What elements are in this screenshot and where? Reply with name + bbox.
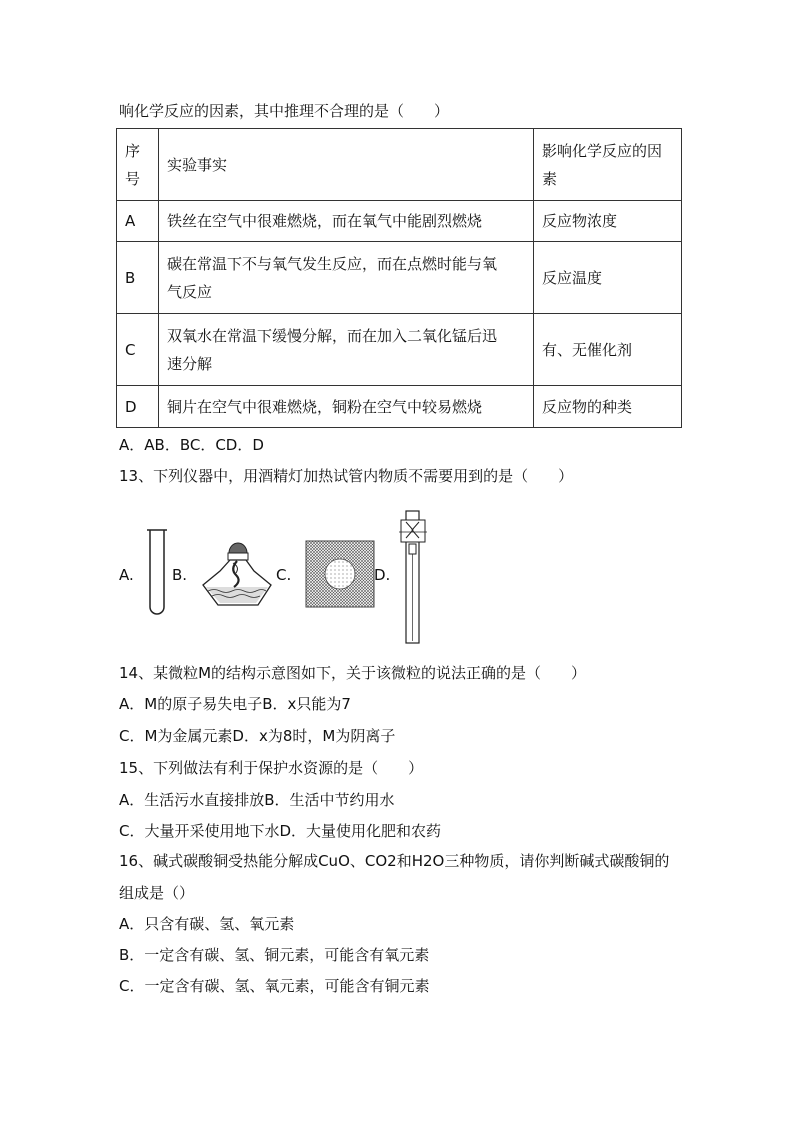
table-row <box>117 386 682 428</box>
table-row <box>117 242 682 314</box>
q15-stem: 15、下列做法有利于保护水资源的是（ ） <box>119 759 424 777</box>
row-id: D <box>117 386 159 428</box>
question-intro: 响化学反应的因素，其中推理不合理的是（ ） <box>119 102 450 120</box>
test-tube-icon <box>145 527 169 622</box>
row-factor: 反应温度 <box>534 242 682 314</box>
table-header-row <box>117 129 682 201</box>
row-fact: 铜片在空气中很难燃烧，铜粉在空气中较易燃烧 <box>159 386 534 428</box>
row-id: A <box>117 201 159 242</box>
q16-option-a: A．只含有碳、氢、氧元素 <box>119 915 295 933</box>
row-factor: 有、无催化剂 <box>534 314 682 386</box>
row-id: C <box>117 314 159 386</box>
q16-option-c: C．一定含有碳、氢、氧元素，可能含有铜元素 <box>119 977 430 995</box>
q14-stem: 14、某微粒M的结构示意图如下，关于该微粒的说法正确的是（ ） <box>119 664 587 682</box>
row-fact: 碳在常温下不与氧气发生反应，而在点燃时能与氧 气反应 <box>159 242 534 314</box>
q12-options: A．AB．BC．CD．D <box>119 436 264 454</box>
q16-option-b: B．一定含有碳、氢、铜元素，可能含有氧元素 <box>119 946 430 964</box>
q15-option-cd: C．大量开采使用地下水D．大量使用化肥和农药 <box>119 822 442 840</box>
row-fact: 铁丝在空气中很难燃烧，而在氧气中能剧烈燃烧 <box>159 201 534 242</box>
header-cell-number: 序 号 <box>117 129 159 201</box>
row-factor: 反应物的种类 <box>534 386 682 428</box>
alcohol-lamp-icon <box>200 533 272 609</box>
row-fact: 双氧水在常温下缓慢分解，而在加入二氧化锰后迅 速分解 <box>159 314 534 386</box>
header-cell-fact: 实验事实 <box>159 129 534 201</box>
q13-label-d: D. <box>374 566 391 584</box>
q14-option-ab: A．M的原子易失电子B．x只能为7 <box>119 695 351 713</box>
q15-option-ab: A．生活污水直接排放B．生活中节约用水 <box>119 791 395 809</box>
row-id: B <box>117 242 159 314</box>
q13-stem: 13、下列仪器中，用酒精灯加热试管内物质不需要用到的是（ ） <box>119 467 574 485</box>
q13-label-b: B. <box>172 566 188 584</box>
asbestos-gauze-icon <box>305 540 375 608</box>
row-factor: 反应物浓度 <box>534 201 682 242</box>
header-cell-factor: 影响化学反应的因 素 <box>534 129 682 201</box>
q13-label-a: A. <box>119 566 134 584</box>
q16-stem-line1: 16、碱式碳酸铜受热能分解成CuO、CO2和H2O三种物质，请你判断碱式碳酸铜的 <box>119 852 670 870</box>
q16-stem-line2: 组成是（） <box>119 884 195 902</box>
q13-label-c: C. <box>276 566 292 584</box>
q14-option-cd: C．M为金属元素D．x为8时，M为阴离子 <box>119 727 396 745</box>
test-tube-holder-icon <box>392 508 434 646</box>
table-row <box>117 201 682 242</box>
table-row <box>117 314 682 386</box>
experiment-table <box>116 128 682 428</box>
